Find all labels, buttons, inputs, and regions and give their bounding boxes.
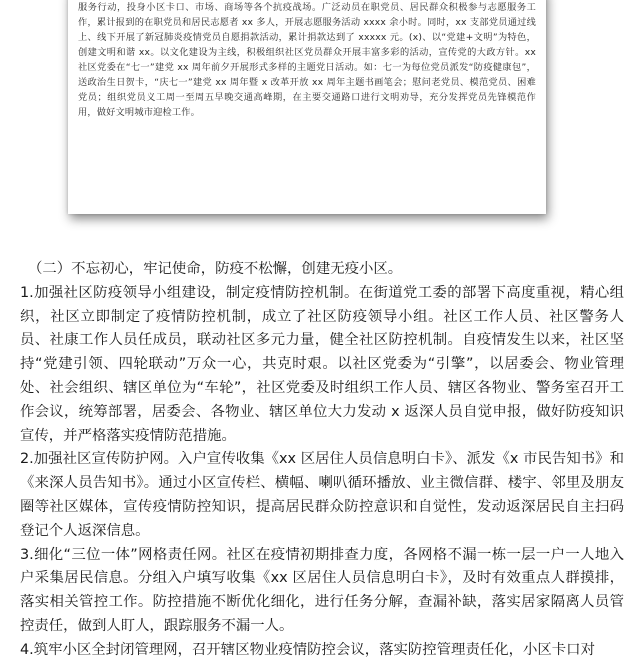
document-excerpt-card [68, 0, 546, 214]
document-body [20, 258, 624, 663]
body-paragraph: 2.加强社区宣传防护网。入户宣传收集《xx 区居住人员信息明白卡》、派发《x 市民告知书》和《来深人员告知书》。通过小区宣传栏、横幅、喇叭循环播放、业主微信群、楼宇、邻里及朋友圈等社区媒体，宣传疫情防控知识，提高居民群众防控意识和自觉性，发动返深居民自主扫码登记个人返深信息。 [20, 451, 624, 539]
card-paragraph: 服务行动，投身小区卡口、市场、商场等各个抗疫战场。广泛动员在职党员、居民群众积极参与志愿服务工作，累计报到的在职党员和居民志愿者 xx 多人，开展志愿服务活动 xxxx 余小时。同时，xx 支部党员通过线上、线下开展了新冠肺炎疫情党员自愿捐款活动，累计捐款达到了 xxxxx 元。(x)、以“党建+文明”为特色，创建文明和谐 xx。以文化建设为主线，积极组织社区党员群众开展丰富多彩的活动，宣传党的大政方针。xx 社区党委在“七一”建党 xx 周年前夕开展形式多样的主题党日活动。如：七一为每位党员派发“防疫健康包”，送政治生日贺卡，“庆七一”建党 xx 周年暨 x 改革开放 xx 周年主题书画笔会；慰问老党员、模范党员、困难党员；组织党员义工周一至周五早晚交通高峰期，在主要交通路口进行文明劝导，充分发挥党员先锋模范作用，做好文明城市迎检工作。 [78, 2, 536, 118]
body-paragraph: 4.筑牢小区全封闭管理网，召开辖区物业疫情防控会议，落实防控管理责任化，小区卡口对 [20, 641, 595, 658]
body-paragraph: 1.加强社区防疫领导小组建设，制定疫情防控机制。在街道党工委的部署下高度重视，精心组织，社区立即制定了疫情防控机制，成立了社区防疫领导小组。社区工作人员、社区警务人员、社康工作人员任成员，联动社区多元力量，健全社区防控机制。自疫情发生以来，社区坚持“党建引领、四轮联动”万众一心，共克时艰。以社区党委为“引擎”，以居委会、物业管理处、社会组织、辖区单位为“车轮”，社区党委及时组织工作人员、辖区各物业、警务室召开工作会议，统筹部署，居委会、各物业、辖区单位大力发动 x 返深人员自觉申报，做好防疫知识宣传，并严格落实疫情防范措施。 [20, 284, 624, 444]
body-paragraph: 3.细化“三位一体”网格责任网。社区在疫情初期排查力度，各网格不漏一栋一层一户一人地入户采集居民信息。分组入户填写收集《xx 区居住人员信息明白卡》，及时有效重点人群摸排，落实相关管控工作。防控措施不断优化细化，进行任务分解，查漏补缺，落实居家隔离人员管控责任，做到人盯人，跟踪服务不漏一人。 [20, 546, 624, 634]
section-heading: （二）不忘初心，牢记使命，防疫不松懈，创建无疫小区。 [28, 261, 403, 277]
